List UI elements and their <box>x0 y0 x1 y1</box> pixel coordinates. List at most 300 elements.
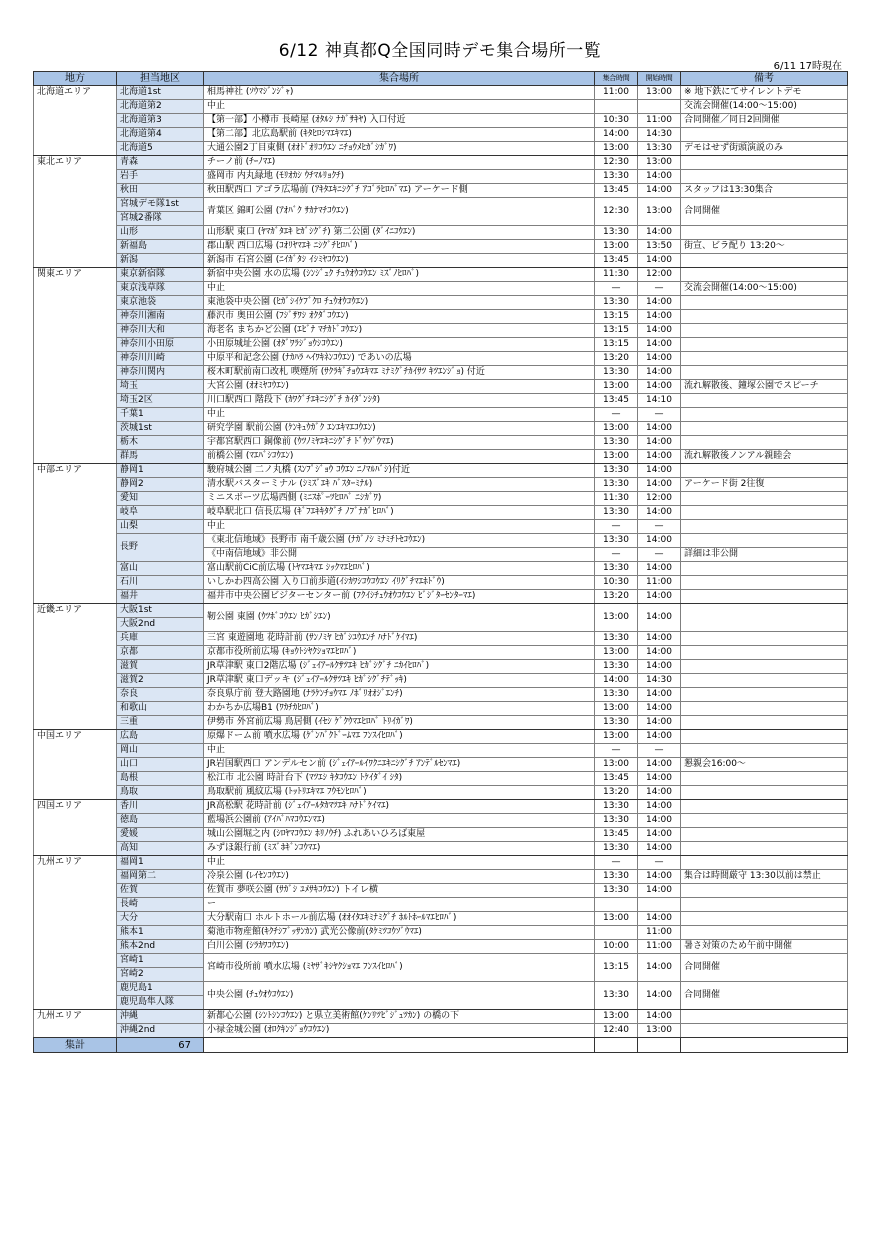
table-row <box>34 926 848 940</box>
start-time-cell: 14:00 <box>638 842 681 856</box>
gather-time-cell: 13:00 <box>595 604 638 632</box>
note-cell <box>681 744 848 758</box>
summary-empty <box>638 1038 681 1053</box>
start-time-cell: 12:00 <box>638 268 681 282</box>
area-cell: 北海道第2 <box>117 100 204 114</box>
note-cell <box>681 730 848 744</box>
table-header-row <box>34 72 848 86</box>
place-cell: 清水駅バスターミナル (ｼﾐｽﾞｴｷ ﾊﾞｽﾀｰﾐﾅﾙ) <box>204 478 595 492</box>
note-cell <box>681 128 848 142</box>
gather-time-cell: — <box>595 520 638 534</box>
table-row <box>34 478 848 492</box>
area-cell: 神奈川小田原 <box>117 338 204 352</box>
area-cell: 神奈川湘南 <box>117 310 204 324</box>
table-row <box>34 954 848 982</box>
note-cell: スタッフは13:30集合 <box>681 184 848 198</box>
start-time-cell-line: — <box>638 547 680 561</box>
table-row <box>34 842 848 856</box>
start-time-cell: 14:10 <box>638 394 681 408</box>
region-cell: 東北エリア <box>34 156 117 268</box>
place-cell: 中止 <box>204 520 595 534</box>
note-cell <box>681 226 848 240</box>
area-cell: 山口 <box>117 758 204 772</box>
table-row <box>34 982 848 1010</box>
note-cell <box>681 702 848 716</box>
note-cell <box>681 912 848 926</box>
note-cell: デモはせず街頭演説のみ <box>681 142 848 156</box>
gather-time-cell: 13:45 <box>595 254 638 268</box>
place-cell: 福井市中央公園ビジターセンター前 (ﾌｸｲｼﾁｭｳｵｳｺｳｴﾝ ﾋﾞｼﾞﾀｰｾﾝﾀｰﾏｴ) <box>204 590 595 604</box>
gather-time-cell: 13:00 <box>595 646 638 660</box>
gather-time-cell: 11:30 <box>595 268 638 282</box>
start-time-cell: 14:00 <box>638 702 681 716</box>
region-cell: 九州エリア <box>34 1010 117 1038</box>
region-cell: 近畿エリア <box>34 604 117 730</box>
gather-time-cell: 13:00 <box>595 380 638 394</box>
table-row <box>34 1024 848 1038</box>
table-row <box>34 632 848 646</box>
table-row <box>34 324 848 338</box>
place-cell: 東池袋中央公園 (ﾋｶﾞｼｲｹﾌﾞｸﾛ ﾁｭｳｵｳｺｳｴﾝ) <box>204 296 595 310</box>
start-time-cell: 14:00 <box>638 800 681 814</box>
place-cell: 桜木町駅前南口改札 喫煙所 (ｻｸﾗｷﾞﾁｮｳｴｷﾏｴ ﾐﾅﾐｸﾞﾁｶｲｻﾂ ｷﾂｴﾝｼﾞｮ) 付近 <box>204 366 595 380</box>
table-row <box>34 940 848 954</box>
table-row <box>34 352 848 366</box>
area-cell: 群馬 <box>117 450 204 464</box>
place-cell: JR草津駅 東口デッキ (ｼﾞｪｲｱｰﾙｸｻﾂｴｷ ﾋｶﾞｼｸﾞﾁﾃﾞｯｷ) <box>204 674 595 688</box>
gather-time-cell: 13:00 <box>595 142 638 156</box>
note-cell: 懇親会16:00～ <box>681 758 848 772</box>
note-cell <box>681 604 848 632</box>
gather-time-cell <box>595 100 638 114</box>
place-cell: 新潟市 石宮公園 (ﾆｲｶﾞﾀｼ ｲｼﾐﾔｺｳｴﾝ) <box>204 254 595 268</box>
start-time-cell: 14:00 <box>638 814 681 828</box>
start-time-cell: 14:00 <box>638 954 681 982</box>
region-cell: 関東エリア <box>34 268 117 464</box>
table-row <box>34 310 848 324</box>
table-row <box>34 716 848 730</box>
area-cell: 滋賀 <box>117 660 204 674</box>
place-cell-line: 《中南信地域》非公開 <box>204 547 594 561</box>
area-cell: 島根 <box>117 772 204 786</box>
gather-time-cell: 13:30 <box>595 884 638 898</box>
place-cell: 中止 <box>204 100 595 114</box>
table-row <box>34 450 848 464</box>
note-cell-line: 詳細は非公開 <box>681 547 847 561</box>
area-cell <box>117 198 204 226</box>
table-row <box>34 436 848 450</box>
gather-time-cell <box>595 898 638 912</box>
area-label: 大阪2nd <box>117 617 203 631</box>
place-cell: 研究学園 駅前公園 (ｹﾝｷｭｳｶﾞｸ ｴﾝｴｷﾏｴｺｳｴﾝ) <box>204 422 595 436</box>
gather-time-cell: 13:45 <box>595 184 638 198</box>
summary-empty <box>595 1038 638 1053</box>
gather-time-cell: 13:00 <box>595 912 638 926</box>
place-cell: 相馬神社 (ｿｳﾏｼﾞﾝｼﾞｬ) <box>204 86 595 100</box>
place-cell: 小禄金城公園 (ｵﾛｸｷﾝｼﾞｮｳｺｳｴﾝ) <box>204 1024 595 1038</box>
place-cell: 城山公園堀之内 (ｼﾛﾔﾏｺｳｴﾝ ﾎﾘﾉｳﾁ) ふれあいひろば東屋 <box>204 828 595 842</box>
note-cell: 合同開催 <box>681 954 848 982</box>
gather-time-cell: 10:30 <box>595 576 638 590</box>
place-cell: 奈良県庁前 登大路園地 (ﾅﾗｹﾝﾁｮｳﾏｴ ﾉﾎﾞﾘｵｵｼﾞｴﾝﾁ) <box>204 688 595 702</box>
start-time-cell: 14:00 <box>638 758 681 772</box>
page-title: 6/12 神真都Q全国同時デモ集合場所一覧 <box>278 41 602 61</box>
table-row <box>34 156 848 170</box>
start-time-cell: 14:00 <box>638 688 681 702</box>
area-cell: 熊本1 <box>117 926 204 940</box>
start-time-cell: 13:00 <box>638 198 681 226</box>
table-row <box>34 520 848 534</box>
area-cell: 京都 <box>117 646 204 660</box>
note-cell: 暑さ対策のため午前中開催 <box>681 940 848 954</box>
table-row <box>34 86 848 100</box>
start-time-cell: 14:00 <box>638 646 681 660</box>
start-time-cell: — <box>638 282 681 296</box>
start-time-cell: 14:00 <box>638 380 681 394</box>
gather-time-cell: 13:30 <box>595 688 638 702</box>
note-cell <box>681 366 848 380</box>
table-row <box>34 394 848 408</box>
place-cell: 新宿中央公園 水の広場 (ｼﾝｼﾞｭｸ ﾁｭｳｵｳｺｳｴﾝ ﾐｽﾞﾉﾋﾛﾊﾞ) <box>204 268 595 282</box>
place-cell: 靭公園 東園 (ｳﾂﾎﾞｺｳｴﾝ ﾋｶﾞｼｴﾝ) <box>204 604 595 632</box>
table-body <box>34 86 848 1038</box>
gather-time-cell: 13:45 <box>595 828 638 842</box>
table-row <box>34 870 848 884</box>
note-cell <box>681 674 848 688</box>
place-cell: JR草津駅 東口2階広場 (ｼﾞｪｲｱｰﾙｸｻﾂｴｷ ﾋｶﾞｼｸﾞﾁ ﾆｶｲﾋﾛﾊﾞ) <box>204 660 595 674</box>
note-cell: 合同開催 <box>681 982 848 1010</box>
summary-empty <box>204 1038 595 1053</box>
start-time-cell: 11:00 <box>638 114 681 128</box>
area-cell: 石川 <box>117 576 204 590</box>
start-time-cell: 14:00 <box>638 170 681 184</box>
note-cell <box>681 800 848 814</box>
start-time-cell: 13:00 <box>638 1024 681 1038</box>
gather-time-cell: 13:15 <box>595 310 638 324</box>
note-cell: 交流会開催(14:00～15:00) <box>681 100 848 114</box>
gather-time-cell: 13:30 <box>595 842 638 856</box>
summary-empty <box>681 1038 848 1053</box>
gather-time-cell: 13:00 <box>595 702 638 716</box>
gather-time-cell: 13:20 <box>595 352 638 366</box>
table-row <box>34 198 848 226</box>
area-cell: 千葉1 <box>117 408 204 422</box>
start-time-cell: 14:00 <box>638 310 681 324</box>
header-start: 開始時間 <box>638 72 681 86</box>
gather-time-cell: 13:30 <box>595 982 638 1010</box>
area-cell: 香川 <box>117 800 204 814</box>
note-cell <box>681 268 848 282</box>
note-cell: アーケード街 2往復 <box>681 478 848 492</box>
table-row <box>34 100 848 114</box>
area-cell: 愛知 <box>117 492 204 506</box>
area-cell: 東京新宿隊 <box>117 268 204 282</box>
area-cell: 秋田 <box>117 184 204 198</box>
note-cell: ※ 地下鉄にてサイレントデモ <box>681 86 848 100</box>
header-gather: 集合時間 <box>595 72 638 86</box>
table-row <box>34 268 848 282</box>
place-cell: 秋田駅西口 アゴラ広場前 (ｱｷﾀｴｷﾆｼｸﾞﾁ ｱｺﾞﾗﾋﾛﾊﾞﾏｴ) アーケード側 <box>204 184 595 198</box>
place-cell: いしかわ四高公園 入り口前歩道(ｲｼｶﾜｼｺｳｺｳｴﾝ ｲﾘｸﾞﾁﾏｴﾎﾄﾞｳ) <box>204 576 595 590</box>
gather-time-cell: 13:30 <box>595 632 638 646</box>
table-row <box>34 898 848 912</box>
note-cell <box>681 394 848 408</box>
note-cell <box>681 352 848 366</box>
note-cell <box>681 576 848 590</box>
place-cell: 青葉区 錦町公園 (ｱｵﾊﾞｸ ｻｶﾅﾏﾁｺｳｴﾝ) <box>204 198 595 226</box>
note-cell: 集合は時間厳守 13:30以前は禁止 <box>681 870 848 884</box>
area-cell: 大分 <box>117 912 204 926</box>
header-place: 集合場所 <box>204 72 595 86</box>
note-cell <box>681 688 848 702</box>
start-time-cell <box>638 898 681 912</box>
note-cell <box>681 156 848 170</box>
place-cell: 三宮 東遊園地 花時計前 (ｻﾝﾉﾐﾔ ﾋｶﾞｼﾕｳｴﾝﾁ ﾊﾅﾄﾞｹｲﾏｴ) <box>204 632 595 646</box>
gather-time-cell: 14:00 <box>595 674 638 688</box>
note-cell <box>681 492 848 506</box>
table-row <box>34 884 848 898</box>
gather-time-cell: 13:30 <box>595 800 638 814</box>
note-cell <box>681 926 848 940</box>
area-cell <box>117 982 204 1010</box>
start-time-cell: 11:00 <box>638 926 681 940</box>
area-label: 大阪1st <box>120 605 152 615</box>
table-row <box>34 184 848 198</box>
area-cell: 北海道1st <box>117 86 204 100</box>
start-time-cell: 14:00 <box>638 184 681 198</box>
start-time-cell: 14:00 <box>638 660 681 674</box>
start-time-cell: 14:00 <box>638 254 681 268</box>
table-row <box>34 562 848 576</box>
start-time-cell: 14:00 <box>638 436 681 450</box>
table-row <box>34 604 848 632</box>
note-cell <box>681 1024 848 1038</box>
summary-label: 集計 <box>34 1038 117 1053</box>
area-cell: 山形 <box>117 226 204 240</box>
note-cell: 流れ解散後ノンアル親睦会 <box>681 450 848 464</box>
note-cell <box>681 310 848 324</box>
start-time-cell: 13:00 <box>638 86 681 100</box>
note-cell <box>681 716 848 730</box>
table-row <box>34 730 848 744</box>
start-time-cell <box>638 100 681 114</box>
start-time-cell: 14:00 <box>638 464 681 478</box>
area-cell: 静岡1 <box>117 464 204 478</box>
table-row <box>34 128 848 142</box>
note-cell <box>681 898 848 912</box>
area-label: 宮城デモ隊1st <box>120 199 179 209</box>
area-label: 鹿児島1 <box>120 983 153 993</box>
table-row <box>34 744 848 758</box>
table-row <box>34 240 848 254</box>
place-cell: 小田原城址公園 (ｵﾀﾞﾜﾗｼﾞｮｳｼｺｳｴﾝ) <box>204 338 595 352</box>
start-time-cell <box>638 534 681 562</box>
summary-count: 67 <box>117 1038 204 1053</box>
area-cell: 北海道第3 <box>117 114 204 128</box>
gather-time-cell: 13:30 <box>595 170 638 184</box>
place-cell: 菊池市物産館(ｷｸﾁｼﾌﾞｯｻﾝｶﾝ) 武光公像前(ﾀｹﾐﾂｺｳｿﾞｳﾏｴ) <box>204 926 595 940</box>
area-cell: 青森 <box>117 156 204 170</box>
start-time-cell: — <box>638 520 681 534</box>
place-cell: 大分駅南口 ホルトホール前広場 (ｵｵｲﾀｴｷﾐﾅﾐｸﾞﾁ ﾎﾙﾄﾎｰﾙﾏｴﾋﾛﾊﾞ) <box>204 912 595 926</box>
start-time-cell: 14:00 <box>638 324 681 338</box>
note-cell <box>681 254 848 268</box>
area-cell <box>117 954 204 982</box>
area-cell: 神奈川川崎 <box>117 352 204 366</box>
table-row <box>34 828 848 842</box>
area-cell: 沖縄 <box>117 1010 204 1024</box>
start-time-cell: 14:00 <box>638 772 681 786</box>
place-cell: 宇都宮駅西口 銅像前 (ｳﾂﾉﾐﾔｴｷﾆｼｸﾞﾁ ﾄﾞｳｿﾞｳﾏｴ) <box>204 436 595 450</box>
area-cell: 北海道5 <box>117 142 204 156</box>
table-row <box>34 142 848 156</box>
note-cell-line <box>681 534 847 547</box>
table-row <box>34 226 848 240</box>
table-row <box>34 912 848 926</box>
note-cell <box>681 646 848 660</box>
table-row <box>34 296 848 310</box>
place-cell: 大宮公園 (ｵｵﾐﾔｺｳｴﾝ) <box>204 380 595 394</box>
region-cell: 中部エリア <box>34 464 117 604</box>
gather-time-cell-line: 13:30 <box>603 535 629 545</box>
start-time-cell: 14:00 <box>638 730 681 744</box>
table-row <box>34 758 848 772</box>
area-cell: 愛媛 <box>117 828 204 842</box>
gather-time-cell: 13:30 <box>595 870 638 884</box>
header-note: 備考 <box>681 72 848 86</box>
note-cell <box>681 856 848 870</box>
note-cell <box>681 506 848 520</box>
place-cell: 岐阜駅北口 信長広場 (ｷﾞﾌｴｷｷﾀｸﾞﾁ ﾉﾌﾞﾅｶﾞﾋﾛﾊﾞ) <box>204 506 595 520</box>
place-cell: みずほ銀行前 (ﾐｽﾞﾎｷﾞﾝｺｳﾏｴ) <box>204 842 595 856</box>
start-time-cell: 14:00 <box>638 422 681 436</box>
area-cell: 奈良 <box>117 688 204 702</box>
table-row <box>34 800 848 814</box>
gather-time-cell: 13:00 <box>595 450 638 464</box>
table-row <box>34 408 848 422</box>
place-cell: JR岩国駅西口 アンデルセン前 (ｼﾞｪｲｱｰﾙｲﾜｸﾆｴｷﾆｼｸﾞﾁ ｱﾝﾃﾞﾙｾﾝﾏｴ) <box>204 758 595 772</box>
gather-time-cell: 13:15 <box>595 324 638 338</box>
gather-time-cell <box>595 926 638 940</box>
area-cell: 栃木 <box>117 436 204 450</box>
note-cell <box>681 408 848 422</box>
area-cell: 兵庫 <box>117 632 204 646</box>
note-cell <box>681 632 848 646</box>
area-cell: 富山 <box>117 562 204 576</box>
area-cell: 神奈川関内 <box>117 366 204 380</box>
note-cell: 合同開催 <box>681 198 848 226</box>
start-time-cell: 13:30 <box>638 142 681 156</box>
place-cell: 【第一部】小樽市 長崎屋 (ｵﾀﾙｼ ﾅｶﾞｻｷﾔ) 入口付近 <box>204 114 595 128</box>
gather-time-cell: 11:30 <box>595 492 638 506</box>
table-row <box>34 702 848 716</box>
place-cell: 大通公園2丁目東側 (ｵｵﾄﾞｵﾘｺｳｴﾝ ﾆﾁｮｳﾒﾋｶﾞｼｶﾞﾜ) <box>204 142 595 156</box>
gather-time-cell: — <box>595 744 638 758</box>
gather-time-cell: 13:30 <box>595 226 638 240</box>
note-cell <box>681 520 848 534</box>
start-time-cell: 14:00 <box>638 912 681 926</box>
place-cell: わかちか広場B1 (ﾜｶﾁｶﾋﾛﾊﾞ) <box>204 702 595 716</box>
start-time-cell: 14:00 <box>638 590 681 604</box>
area-cell: 福岡1 <box>117 856 204 870</box>
area-cell: 東京池袋 <box>117 296 204 310</box>
place-cell: 富山駅前CiC前広場 (ﾄﾔﾏｴｷﾏｴ ｼｯｸﾏｴﾋﾛﾊﾞ) <box>204 562 595 576</box>
region-cell: 四国エリア <box>34 800 117 856</box>
gather-time-cell: 13:00 <box>595 240 638 254</box>
gather-time-cell: — <box>595 856 638 870</box>
start-time-cell: 12:00 <box>638 492 681 506</box>
gather-time-cell: 13:00 <box>595 758 638 772</box>
gather-time-cell: 12:30 <box>595 156 638 170</box>
start-time-cell: — <box>638 408 681 422</box>
note-cell <box>681 660 848 674</box>
table-row <box>34 688 848 702</box>
start-time-cell: 14:00 <box>638 506 681 520</box>
gather-time-cell: 13:30 <box>595 562 638 576</box>
start-time-cell: — <box>638 856 681 870</box>
table-row <box>34 772 848 786</box>
place-cell: 冷泉公園 (ﾚｲｾﾝｺｳｴﾝ) <box>204 870 595 884</box>
table-row <box>34 576 848 590</box>
header-region: 地方 <box>34 72 117 86</box>
place-cell: チーノ前 (ﾁｰﾉﾏｴ) <box>204 156 595 170</box>
rally-table <box>33 71 848 1053</box>
start-time-cell: 14:00 <box>638 982 681 1010</box>
start-time-cell: 11:00 <box>638 940 681 954</box>
gather-time-cell: 13:15 <box>595 954 638 982</box>
place-cell: 松江市 北公園 時計台下 (ﾏﾂｴｼ ｷﾀｺｳｴﾝ ﾄｹｲﾀﾞｲ ｼﾀ) <box>204 772 595 786</box>
place-cell: 宮崎市役所前 噴水広場 (ﾐﾔｻﾞｷｼﾔｸｼｮﾏｴ ﾌﾝｽｲﾋﾛﾊﾞ) <box>204 954 595 982</box>
note-cell <box>681 534 848 562</box>
note-cell <box>681 828 848 842</box>
gather-time-cell: 13:30 <box>595 814 638 828</box>
note-cell <box>681 1010 848 1024</box>
start-time-cell: 14:00 <box>638 478 681 492</box>
area-cell: 東京浅草隊 <box>117 282 204 296</box>
place-cell: 京都市役所前広場 (ｷｮｳﾄｼﾔｸｼｮﾏｴﾋﾛﾊﾞ) <box>204 646 595 660</box>
area-label: 宮城2番隊 <box>117 211 203 225</box>
place-cell: 郡山駅 西口広場 (ｺｵﾘﾔﾏｴｷ ﾆｼｸﾞﾁﾋﾛﾊﾞ) <box>204 240 595 254</box>
table-row <box>34 170 848 184</box>
place-cell: 鳥取駅前 風紋広場 (ﾄｯﾄﾘｴｷﾏｴ ﾌｳﾓﾝﾋﾛﾊﾞ) <box>204 786 595 800</box>
table-row <box>34 282 848 296</box>
gather-time-cell: 13:20 <box>595 786 638 800</box>
area-cell: 神奈川大和 <box>117 324 204 338</box>
start-time-cell: 14:30 <box>638 674 681 688</box>
gather-time-cell: 13:30 <box>595 716 638 730</box>
table-row <box>34 492 848 506</box>
area-cell: 熊本2nd <box>117 940 204 954</box>
area-cell: 和歌山 <box>117 702 204 716</box>
note-cell <box>681 296 848 310</box>
note-cell <box>681 464 848 478</box>
table-row <box>34 646 848 660</box>
place-cell: 中止 <box>204 856 595 870</box>
start-time-cell: 14:00 <box>638 828 681 842</box>
gather-time-cell: 11:00 <box>595 86 638 100</box>
start-time-cell-line: 14:00 <box>646 535 672 545</box>
table-row <box>34 114 848 128</box>
gather-time-cell: 12:40 <box>595 1024 638 1038</box>
place-cell: JR高松駅 花時計前 (ｼﾞｪｲｱｰﾙﾀｶﾏﾂｴｷ ﾊﾅﾄﾞｹｲﾏｴ) <box>204 800 595 814</box>
note-cell: 流れ解散後、鐘塚公園でスピーチ <box>681 380 848 394</box>
table-row <box>34 338 848 352</box>
place-cell: 新都心公園 (ｼﾝﾄｼﾝｺｳｴﾝ) と県立美術館(ｹﾝﾘﾂﾋﾞｼﾞｭﾂｶﾝ) の橋の下 <box>204 1010 595 1024</box>
gather-time-cell: 13:00 <box>595 422 638 436</box>
start-time-cell: 11:00 <box>638 576 681 590</box>
note-cell <box>681 436 848 450</box>
table-row <box>34 856 848 870</box>
